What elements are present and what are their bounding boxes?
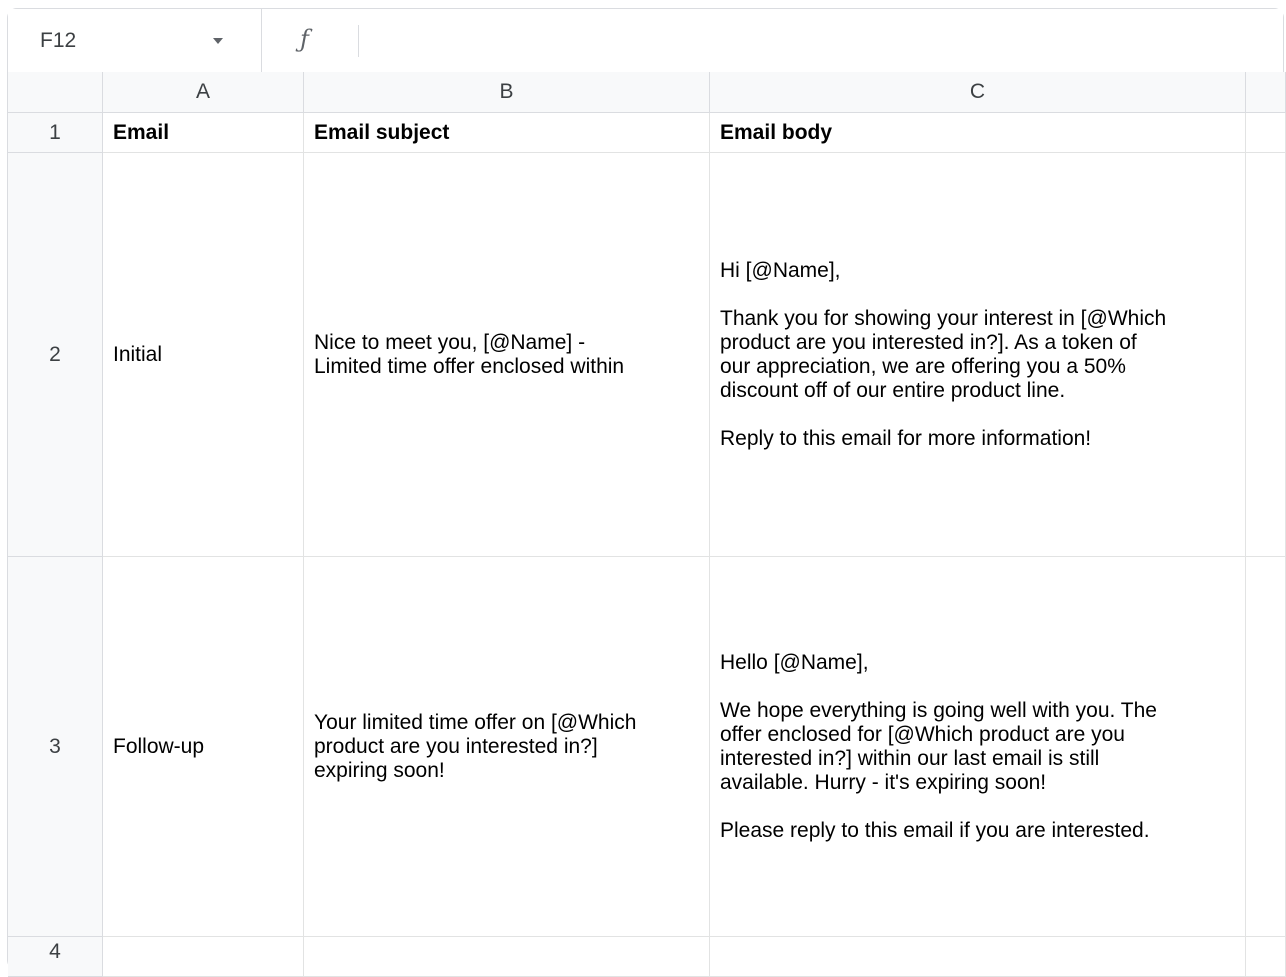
cell-text: Your limited time offer on [@Which product are you interested in?] expiring soon! <box>314 710 637 782</box>
cell-a3[interactable] <box>103 557 304 937</box>
cell-a1[interactable] <box>103 113 304 153</box>
caret-down-icon[interactable] <box>213 38 223 44</box>
function-icon: ƒ <box>300 25 309 53</box>
cell-b4[interactable] <box>304 937 710 977</box>
cell-text: Initial <box>113 342 163 366</box>
column-header-c[interactable]: C <box>710 72 1246 113</box>
cell-text: Hello [@Name], We hope everything is going well with you. The offer enclosed for [@Which product are you interested in?] within our last email is still available. Hurry - it's expiring soon! Please reply to this email if you are interested. <box>720 650 1157 842</box>
name-box[interactable] <box>8 9 262 72</box>
spreadsheet-window <box>7 8 1284 970</box>
formula-input[interactable] <box>368 25 1248 57</box>
select-all-corner[interactable] <box>8 72 103 113</box>
cell-c4[interactable] <box>710 937 1246 977</box>
cell-b2[interactable] <box>304 153 710 557</box>
column-header-d[interactable] <box>1246 72 1286 113</box>
cell-d3[interactable] <box>1246 557 1286 937</box>
cell-text: Hi [@Name], Thank you for showing your interest in [@Which product are you interested in?]. As a token of our appreciation, we are offering you a 50% discount off of our entire product line. Reply to this email for more information! <box>720 258 1167 450</box>
cell-text: Email subject <box>314 120 450 144</box>
column-header-a[interactable]: A <box>103 72 304 113</box>
row-header-1[interactable]: 1 <box>8 113 103 153</box>
cell-d2[interactable] <box>1246 153 1286 557</box>
cell-text: Email <box>113 120 170 144</box>
formula-separator <box>358 25 359 57</box>
cell-c1[interactable] <box>710 113 1246 153</box>
cell-text: Nice to meet you, [@Name] - Limited time offer enclosed within <box>314 330 625 378</box>
name-box-value: F12 <box>40 29 77 52</box>
cell-d4[interactable] <box>1246 937 1286 977</box>
column-header-b[interactable]: B <box>304 72 710 113</box>
cell-a2[interactable] <box>103 153 304 557</box>
cell-c2[interactable] <box>710 153 1246 557</box>
cell-c3[interactable] <box>710 557 1246 937</box>
formula-bar <box>8 9 1283 73</box>
cell-text: Follow-up <box>113 734 205 758</box>
cell-b1[interactable] <box>304 113 710 153</box>
row-header-2[interactable]: 2 <box>8 153 103 557</box>
row-header-3[interactable]: 3 <box>8 557 103 937</box>
row-header-4[interactable]: 4 <box>8 937 103 977</box>
cell-text: Email body <box>720 120 833 144</box>
cell-d1[interactable] <box>1246 113 1286 153</box>
cell-b3[interactable] <box>304 557 710 937</box>
cell-a4[interactable] <box>103 937 304 977</box>
